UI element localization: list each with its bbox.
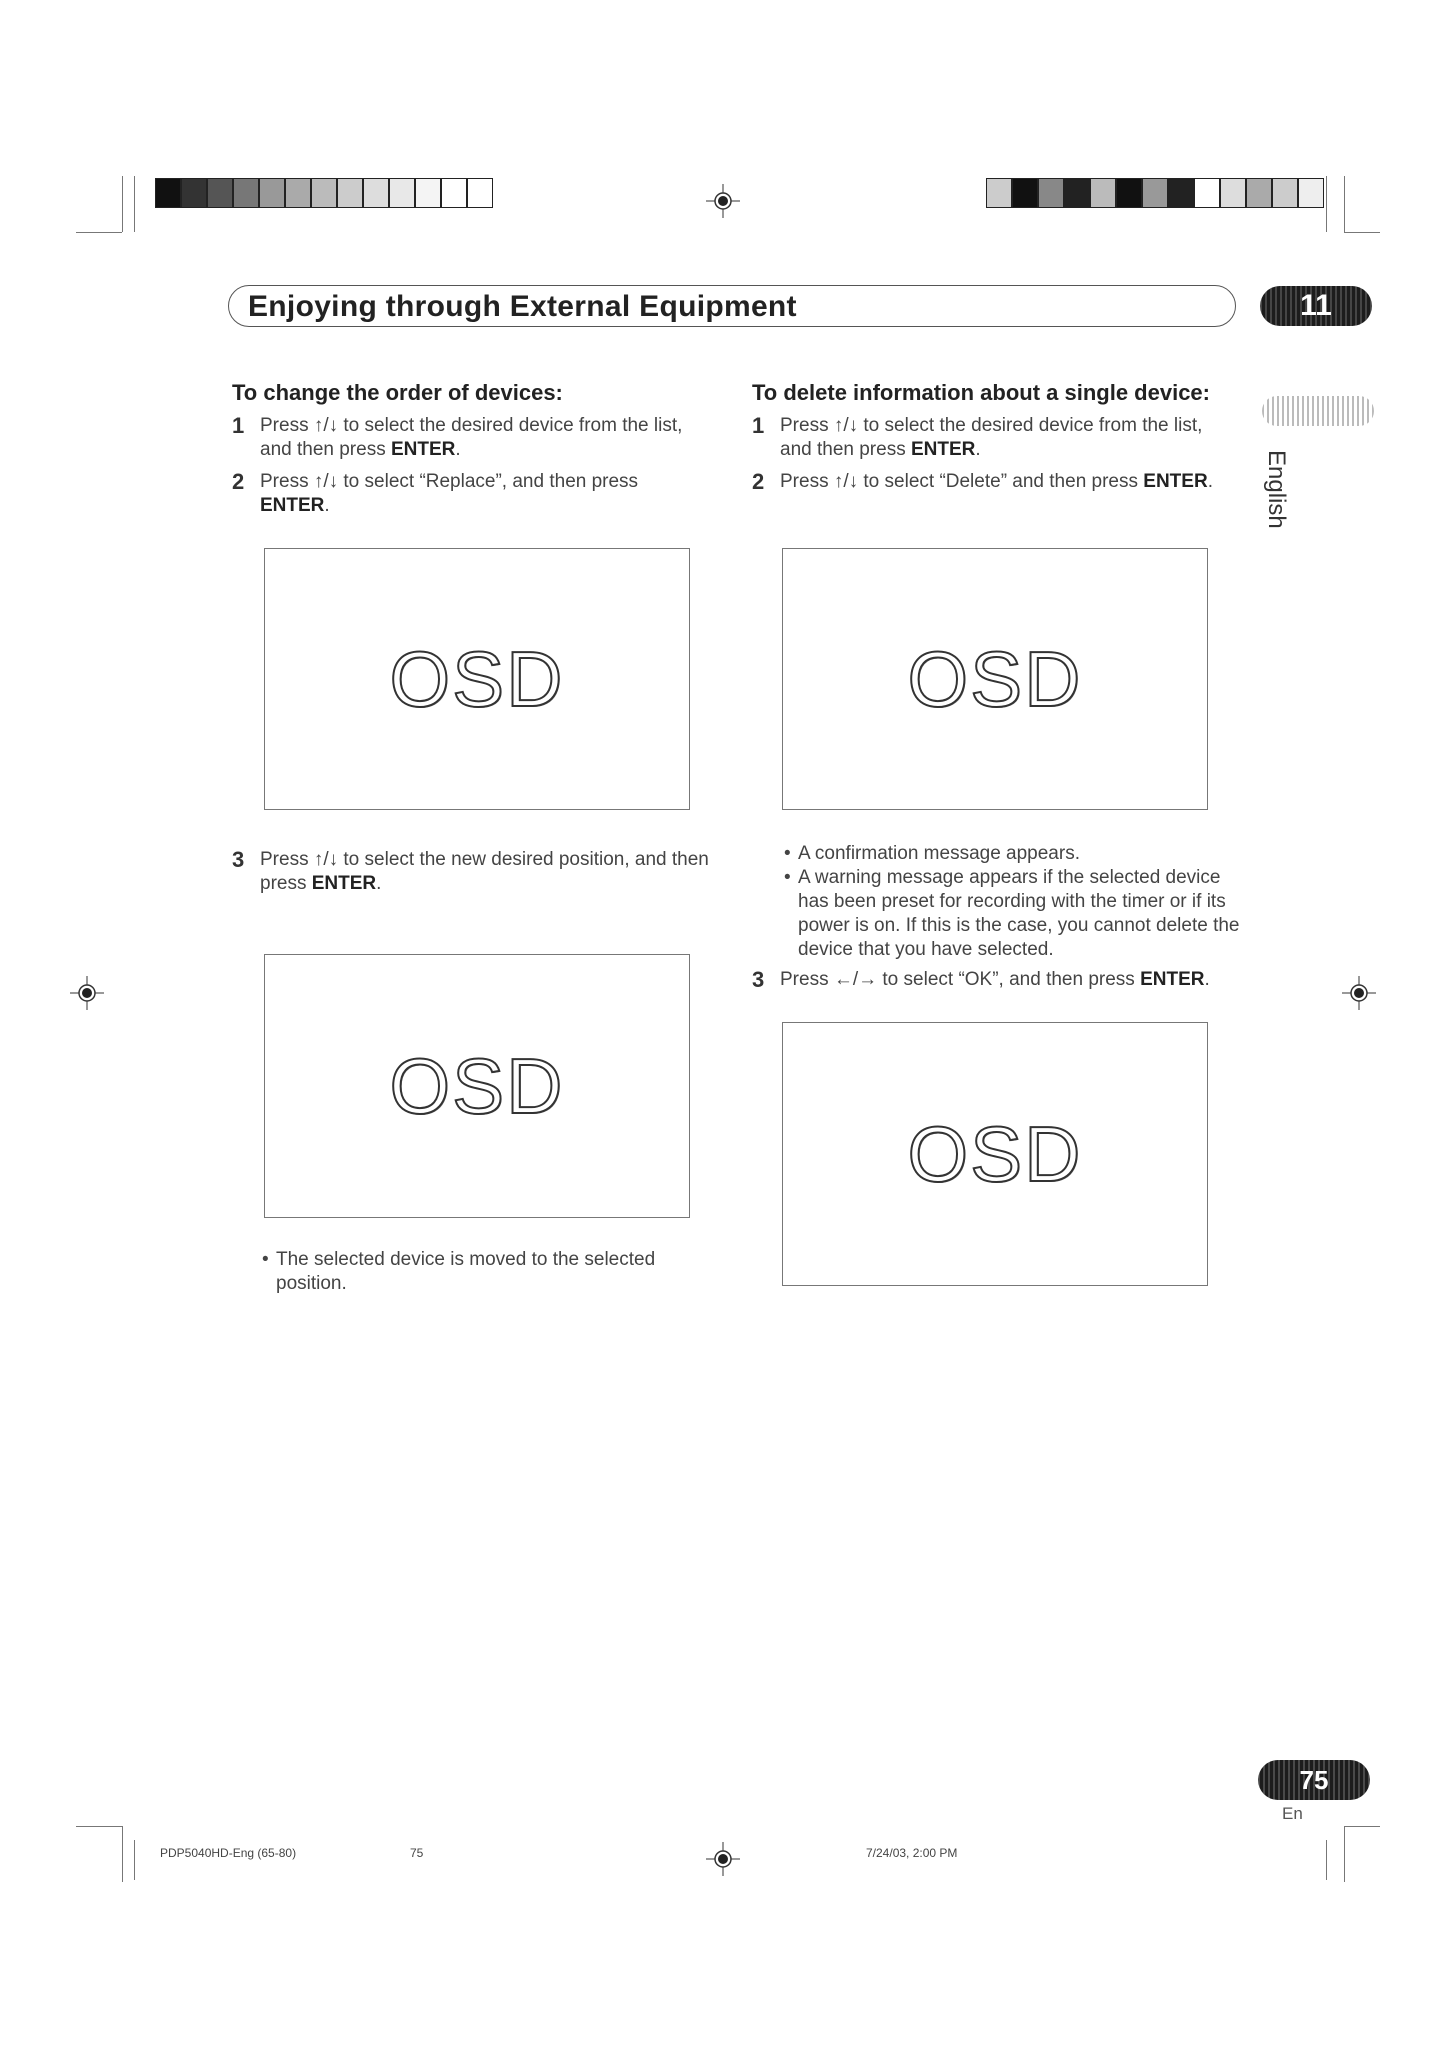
crop-mark — [1344, 176, 1345, 232]
crop-mark — [1344, 1826, 1380, 1827]
osd-screen-placeholder — [264, 548, 690, 810]
section-title-change-order: To change the order of devices: — [232, 380, 563, 405]
instruction-step — [752, 967, 1250, 992]
language-tab-marker — [1262, 396, 1374, 426]
language-tab-label: English — [1263, 450, 1290, 529]
note-bullet: • A warning message appears if the selected device has been preset for recording with the timer or if its power is on. If this is the case, you cannot delete the device that you have selected. — [784, 866, 1246, 962]
enter-key-label: ENTER — [311, 873, 377, 894]
crop-mark — [1344, 1826, 1345, 1882]
step-number: 1 — [232, 413, 245, 438]
enter-key-label: ENTER — [910, 439, 976, 460]
step-text-end: . — [1204, 969, 1210, 990]
footer-file-label: PDP5040HD-Eng (65-80) — [160, 1846, 297, 1860]
osd-screen-placeholder — [782, 1022, 1208, 1286]
step-text-end: . — [1207, 471, 1213, 492]
note-bullet: • A confirmation message appears. — [784, 842, 1258, 866]
enter-key-label: ENTER — [260, 495, 325, 516]
page-number-badge: 75 — [1258, 1760, 1370, 1800]
osd-label: OSD — [389, 634, 565, 723]
step-text-end: . — [324, 495, 330, 516]
crop-mark — [76, 232, 122, 233]
instruction-step — [232, 413, 700, 462]
step-number: 2 — [752, 469, 765, 494]
crop-mark — [76, 1826, 122, 1827]
enter-key-label: ENTER — [1140, 969, 1205, 990]
crop-mark — [122, 1826, 123, 1882]
footer-timestamp: 7/24/03, 2:00 PM — [866, 1846, 958, 1860]
enter-key-label: ENTER — [390, 439, 456, 460]
chapter-number-badge: 11 — [1260, 286, 1372, 326]
crop-mark — [1344, 232, 1380, 233]
osd-screen-placeholder — [782, 548, 1208, 810]
crop-mark — [134, 176, 135, 232]
step-text-end: . — [376, 873, 382, 894]
osd-label: OSD — [389, 1041, 565, 1130]
registration-mark-icon — [706, 1842, 740, 1876]
step-text: Press ↑/↓ to select the desired device from the list, and then press — [260, 415, 683, 460]
color-calibration-bar — [986, 178, 1324, 208]
enter-key-label: ENTER — [1143, 471, 1208, 492]
section-title-delete-device: To delete information about a single device: — [752, 380, 1210, 405]
step-number: 1 — [752, 413, 765, 438]
crop-mark — [134, 1840, 135, 1880]
language-code: En — [1282, 1804, 1303, 1823]
registration-mark-icon — [1342, 976, 1376, 1010]
step-text: Press ↑/↓ to select the desired device from the list, and then press — [780, 415, 1203, 460]
crop-mark — [1326, 176, 1327, 232]
step-text-end: . — [455, 439, 461, 460]
step-text: Press ↑/↓ to select “Replace”, and then press — [260, 471, 639, 492]
crop-mark — [1326, 1840, 1327, 1880]
registration-mark-icon — [70, 976, 104, 1010]
osd-screen-placeholder — [264, 954, 690, 1218]
osd-label: OSD — [907, 1109, 1083, 1198]
color-calibration-bar — [155, 178, 493, 208]
step-number: 3 — [752, 967, 765, 992]
osd-label: OSD — [907, 634, 1083, 723]
step-text: Press ↑/↓ to select “Delete” and then press — [780, 471, 1144, 492]
instruction-step — [752, 469, 1220, 494]
footer-file-page: 75 — [410, 1846, 424, 1860]
step-number: 2 — [232, 469, 245, 494]
step-number: 3 — [232, 847, 245, 872]
registration-mark-icon — [706, 184, 740, 218]
note-bullet: • The selected device is moved to the selected position. — [262, 1248, 716, 1296]
instruction-step — [232, 469, 700, 518]
step-text-end: . — [975, 439, 981, 460]
instruction-step — [232, 847, 716, 896]
crop-mark — [122, 176, 123, 232]
chapter-title: Enjoying through External Equipment — [248, 290, 797, 323]
step-text: Press ←/→ to select “OK”, and then press — [780, 969, 1141, 990]
step-text: Press ↑/↓ to select the new desired position, and then press — [260, 849, 709, 894]
instruction-step — [752, 413, 1220, 462]
